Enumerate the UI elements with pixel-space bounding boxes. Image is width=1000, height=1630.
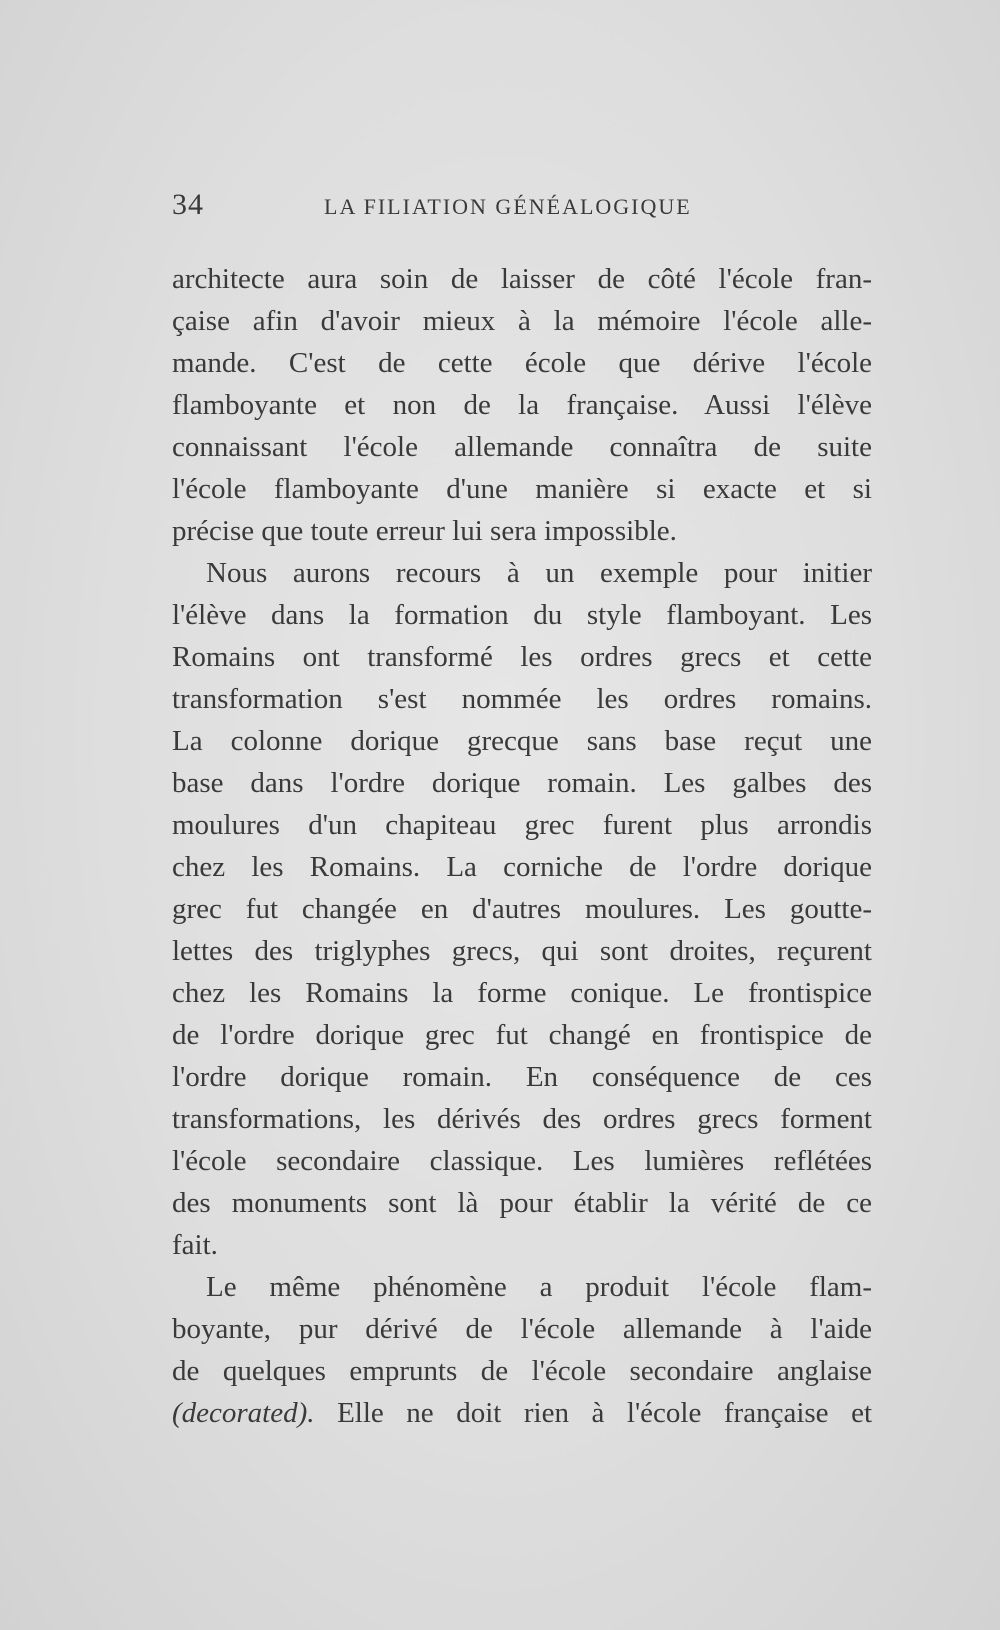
text-line: çaise afin d'avoir mieux à la mémoire l'école alle- bbox=[172, 305, 872, 337]
text-line: La colonne dorique grecque sans base reçut une bbox=[172, 725, 872, 757]
text-line: transformation s'est nommée les ordres romains. bbox=[172, 683, 872, 715]
text-line: connaissant l'école allemande connaîtra de suite bbox=[172, 431, 872, 463]
text-line: l'école secondaire classique. Les lumières reflétées bbox=[172, 1145, 872, 1177]
page-number: 34 bbox=[172, 188, 204, 221]
text-line: l'école flamboyante d'une manière si exacte et si bbox=[172, 473, 872, 505]
text-line: transformations, les dérivés des ordres grecs forment bbox=[172, 1103, 872, 1135]
text-line-last bbox=[172, 1392, 872, 1434]
text-line: Romains ont transformé les ordres grecs et cette bbox=[172, 641, 872, 673]
text-line: flamboyante et non de la française. Aussi l'élève bbox=[172, 389, 872, 421]
text-line: lettes des triglyphes grecs, qui sont droites, reçurent bbox=[172, 935, 872, 967]
text-line: Nous aurons recours à un exemple pour initier bbox=[206, 557, 872, 589]
text-line: grec fut changée en d'autres moulures. Les goutte- bbox=[172, 893, 872, 925]
italic-term: (decorated). bbox=[172, 1397, 315, 1429]
body-text bbox=[172, 258, 872, 1434]
text-line: de quelques emprunts de l'école secondaire anglaise bbox=[172, 1355, 872, 1387]
running-title: LA FILIATION GÉNÉALOGIQUE bbox=[324, 194, 692, 219]
text-line: de l'ordre dorique grec fut changé en frontispice de bbox=[172, 1019, 872, 1051]
text-line: chez les Romains. La corniche de l'ordre dorique bbox=[172, 851, 872, 883]
text-line: moulures d'un chapiteau grec furent plus arrondis bbox=[172, 809, 872, 841]
text-line-rest: Elle ne doit rien à l'école française et bbox=[314, 1397, 872, 1429]
text-line: fait. bbox=[172, 1229, 218, 1261]
text-line: l'ordre dorique romain. En conséquence de ces bbox=[172, 1061, 872, 1093]
running-head bbox=[172, 188, 882, 228]
text-line: Le même phénomène a produit l'école flam- bbox=[206, 1271, 872, 1303]
text-line: mande. C'est de cette école que dérive l'école bbox=[172, 347, 872, 379]
text-line: architecte aura soin de laisser de côté l'école fran- bbox=[172, 263, 872, 295]
text-line: base dans l'ordre dorique romain. Les galbes des bbox=[172, 767, 872, 799]
text-line: des monuments sont là pour établir la vérité de ce bbox=[172, 1187, 872, 1219]
text-line: chez les Romains la forme conique. Le frontispice bbox=[172, 977, 872, 1009]
text-line: l'élève dans la formation du style flamboyant. Les bbox=[172, 599, 872, 631]
text-line: précise que toute erreur lui sera impossible. bbox=[172, 515, 677, 547]
text-line: boyante, pur dérivé de l'école allemande à l'aide bbox=[172, 1313, 872, 1345]
